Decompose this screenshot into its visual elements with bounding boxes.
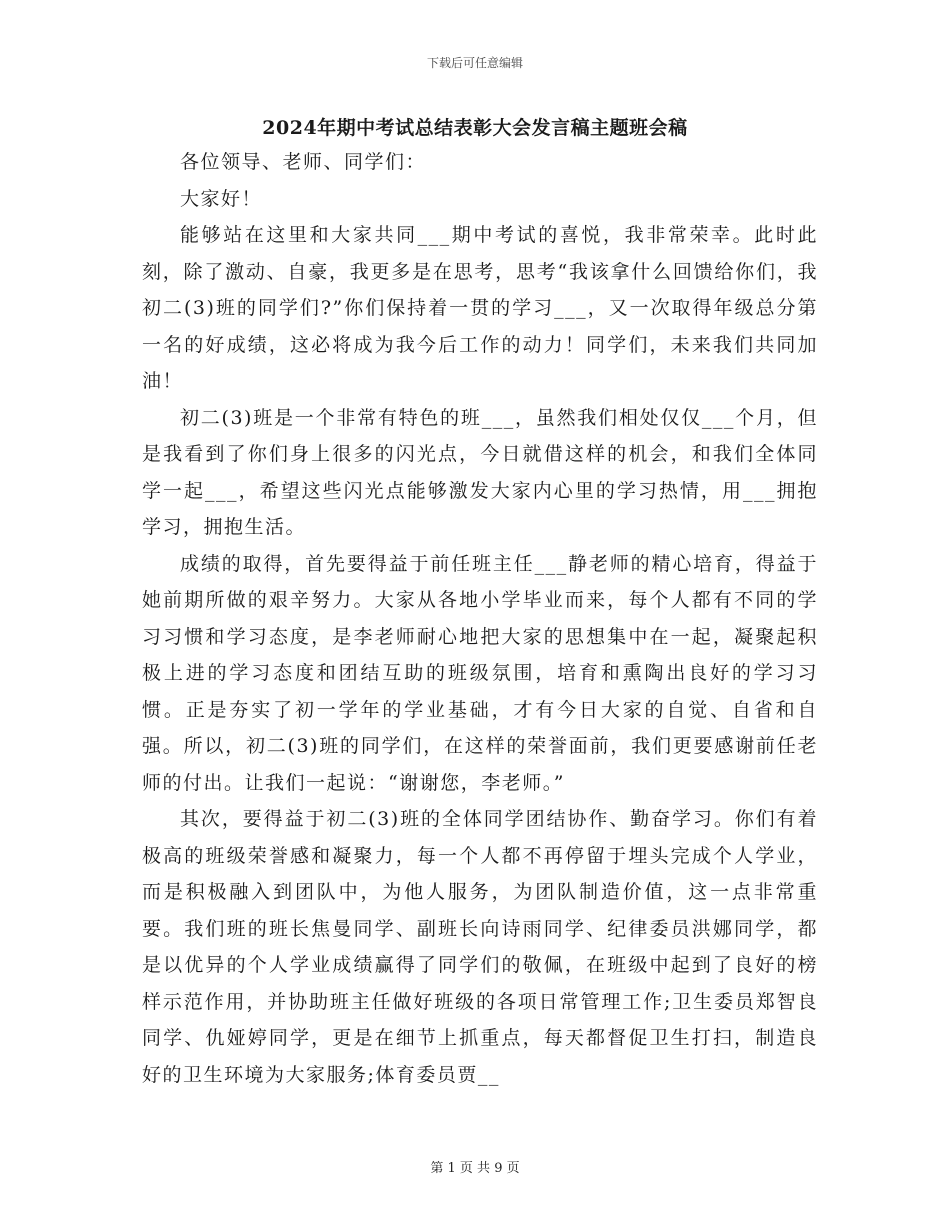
body-paragraph: 初二(3)班是一个非常有特色的班___，虽然我们相处仅仅___个月，但是我看到了你们身上很多的闪光点，今日就借这样的机会，和我们全体同学一起___，希望这些闪光点能够激发大家内心里的学习热情，用___拥抱学习，拥抱生活。	[142, 406, 818, 538]
body-paragraph: 其次，要得益于初二(3)班的全体同学团结协作、勤奋学习。你们有着极高的班级荣誉感和凝聚力，每一个人都不再停留于埋头完成个人学业，而是积极融入到团队中，为他人服务，为团队制造价值，这一点非常重要。我们班的班长焦曼同学、副班长向诗雨同学、纪律委员洪娜同学，都是以优异的个人学业成绩赢得了同学们的敬佩，在班级中起到了良好的榜样示范作用，并协助班主任做好班级的各项日常管理工作;卫生委员郑智良同学、仇娅婷同学，更是在细节上抓重点，每天都督促卫生打扫，制造良好的卫生环境为大家服务;体育委员贾__	[142, 808, 818, 1086]
body-paragraph: 成绩的取得，首先要得益于前任班主任___静老师的精心培育，得益于她前期所做的艰辛努力。大家从各地小学毕业而来，每个人都有不同的学习习惯和学习态度，是李老师耐心地把大家的思想集中在一起，凝聚起积极上进的学习态度和团结互助的班级氛围，培育和熏陶出良好的学习习惯。正是夯实了初一学年的学业基础，才有今日大家的自觉、自省和自强。所以，初二(3)班的同学们，在这样的荣誉面前，我们更要感谢前任老师的付出。让我们一起说：“谢谢您，李老师。”	[142, 552, 818, 794]
page-number-footer: 第 1 页 共 9 页	[430, 1161, 520, 1176]
document-body	[142, 144, 818, 1093]
greeting-paragraph: 大家好！	[180, 187, 263, 210]
body-paragraph: 能够站在这里和大家共同___期中考试的喜悦，我非常荣幸。此时此刻，除了激动、自豪，我更多是在思考，思考“我该拿什么回馈给你们，我初二(3)班的同学们?”你们保持着一贯的学习___，又一次取得年级总分第一名的好成绩，这必将成为我今后工作的动力！同学们，未来我们共同加油！	[142, 224, 818, 392]
document-title: 2024年期中考试总结表彰大会发言稿主题班会稿	[262, 117, 688, 139]
page-header-note: 下载后可任意编辑	[426, 56, 523, 70]
salutation-paragraph: 各位领导、老师、同学们：	[180, 151, 427, 173]
